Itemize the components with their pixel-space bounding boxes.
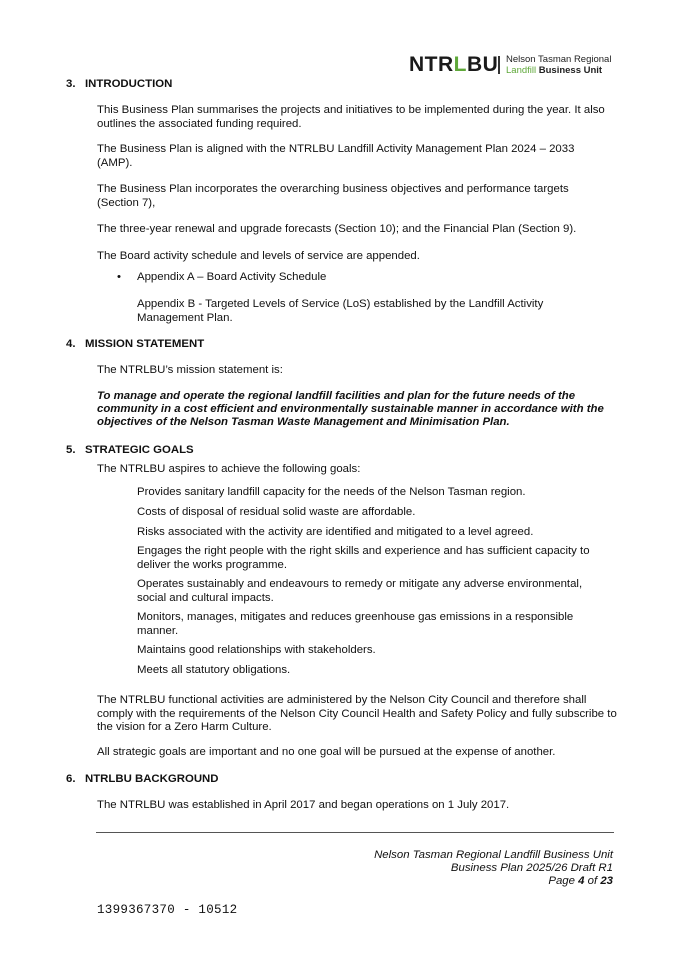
goal-item: Costs of disposal of residual solid waste are affordable. (137, 506, 416, 518)
appendix-a-item: Appendix A – Board Activity Schedule (137, 271, 327, 283)
ntrlbu-logo (409, 53, 612, 77)
intro-paragraph-5: The Board activity schedule and levels of service are appended. (97, 250, 420, 262)
mission-statement: To manage and operate the regional landfill facilities and plan for the future needs of the community in a cost efficient and environmentally sustainable manner in accordance with the objectives of the Nelson Tasman Waste Management and Minimisation Plan. (97, 390, 604, 428)
logo-subtitle-line1: Nelson Tasman Regional (506, 54, 612, 65)
section-3-title: INTRODUCTION (85, 78, 173, 90)
logo-wordmark: NTRLBU (409, 53, 499, 76)
appendix-b-item: Appendix B - Targeted Levels of Service (LoS) established by the Landfill Activity Management Plan. (137, 298, 544, 324)
goals-paragraph-2: All strategic goals are important and no one goal will be pursued at the expense of another. (97, 746, 556, 758)
document-id: 1399367370 - 10512 (97, 903, 238, 917)
goal-item: Operates sustainably and endeavours to remedy or mitigate any adverse environmental, social and cultural impacts. (137, 578, 583, 604)
goal-item: Risks associated with the activity are identified and mitigated to a level agreed. (137, 526, 534, 538)
logo-divider (498, 56, 500, 74)
logo-subtitle-line2: Landfill Business Unit (506, 65, 603, 76)
section-5-title: STRATEGIC GOALS (85, 444, 194, 456)
goals-paragraph-1: The NTRLBU functional activities are administered by the Nelson City Council and therefore shall comply with the requirements of the Nelson City Council Health and Safety Policy and fully subscribe to the vision for a Zero Harm Culture. (97, 694, 617, 733)
goal-item: Provides sanitary landfill capacity for the needs of the Nelson Tasman region. (137, 486, 526, 498)
footer-divider (96, 832, 614, 833)
goals-intro: The NTRLBU aspires to achieve the following goals: (97, 463, 361, 475)
goal-item: Meets all statutory obligations. (137, 664, 291, 676)
goal-item: Engages the right people with the right skills and experience and has sufficient capacity to deliver the works programme. (137, 545, 590, 571)
goal-item: Maintains good relationships with stakeholders. (137, 644, 376, 656)
intro-paragraph-3: The Business Plan incorporates the overarching business objectives and performance targets (Section 7), (97, 183, 569, 209)
goal-item: Monitors, manages, mitigates and reduces greenhouse gas emissions in a responsible manner. (137, 611, 574, 637)
section-5-number: 5. (66, 444, 76, 456)
footer-doc-title: Business Plan 2025/26 Draft R1 (450, 862, 613, 874)
section-6-number: 6. (66, 773, 76, 785)
footer-org-name: Nelson Tasman Regional Landfill Business Unit (374, 849, 613, 861)
background-paragraph-1: The NTRLBU was established in April 2017 and began operations on 1 July 2017. (97, 799, 510, 811)
mission-intro: The NTRLBU’s mission statement is: (97, 364, 283, 376)
intro-paragraph-2: The Business Plan is aligned with the NTRLBU Landfill Activity Management Plan 2024 – 2033 (AMP). (97, 143, 575, 169)
section-4-number: 4. (66, 338, 76, 350)
section-3-number: 3. (66, 78, 76, 90)
intro-paragraph-1: This Business Plan summarises the projects and initiatives to be implemented during the year. It also outlines the associated funding required. (97, 104, 605, 130)
section-6-title: NTRLBU BACKGROUND (85, 773, 219, 785)
section-4-title: MISSION STATEMENT (85, 338, 205, 350)
bullet-icon: • (117, 271, 121, 283)
intro-paragraph-4: The three-year renewal and upgrade forecasts (Section 10); and the Financial Plan (Section 9). (97, 223, 577, 235)
footer-page-number: Page 4 of 23 (548, 875, 613, 887)
